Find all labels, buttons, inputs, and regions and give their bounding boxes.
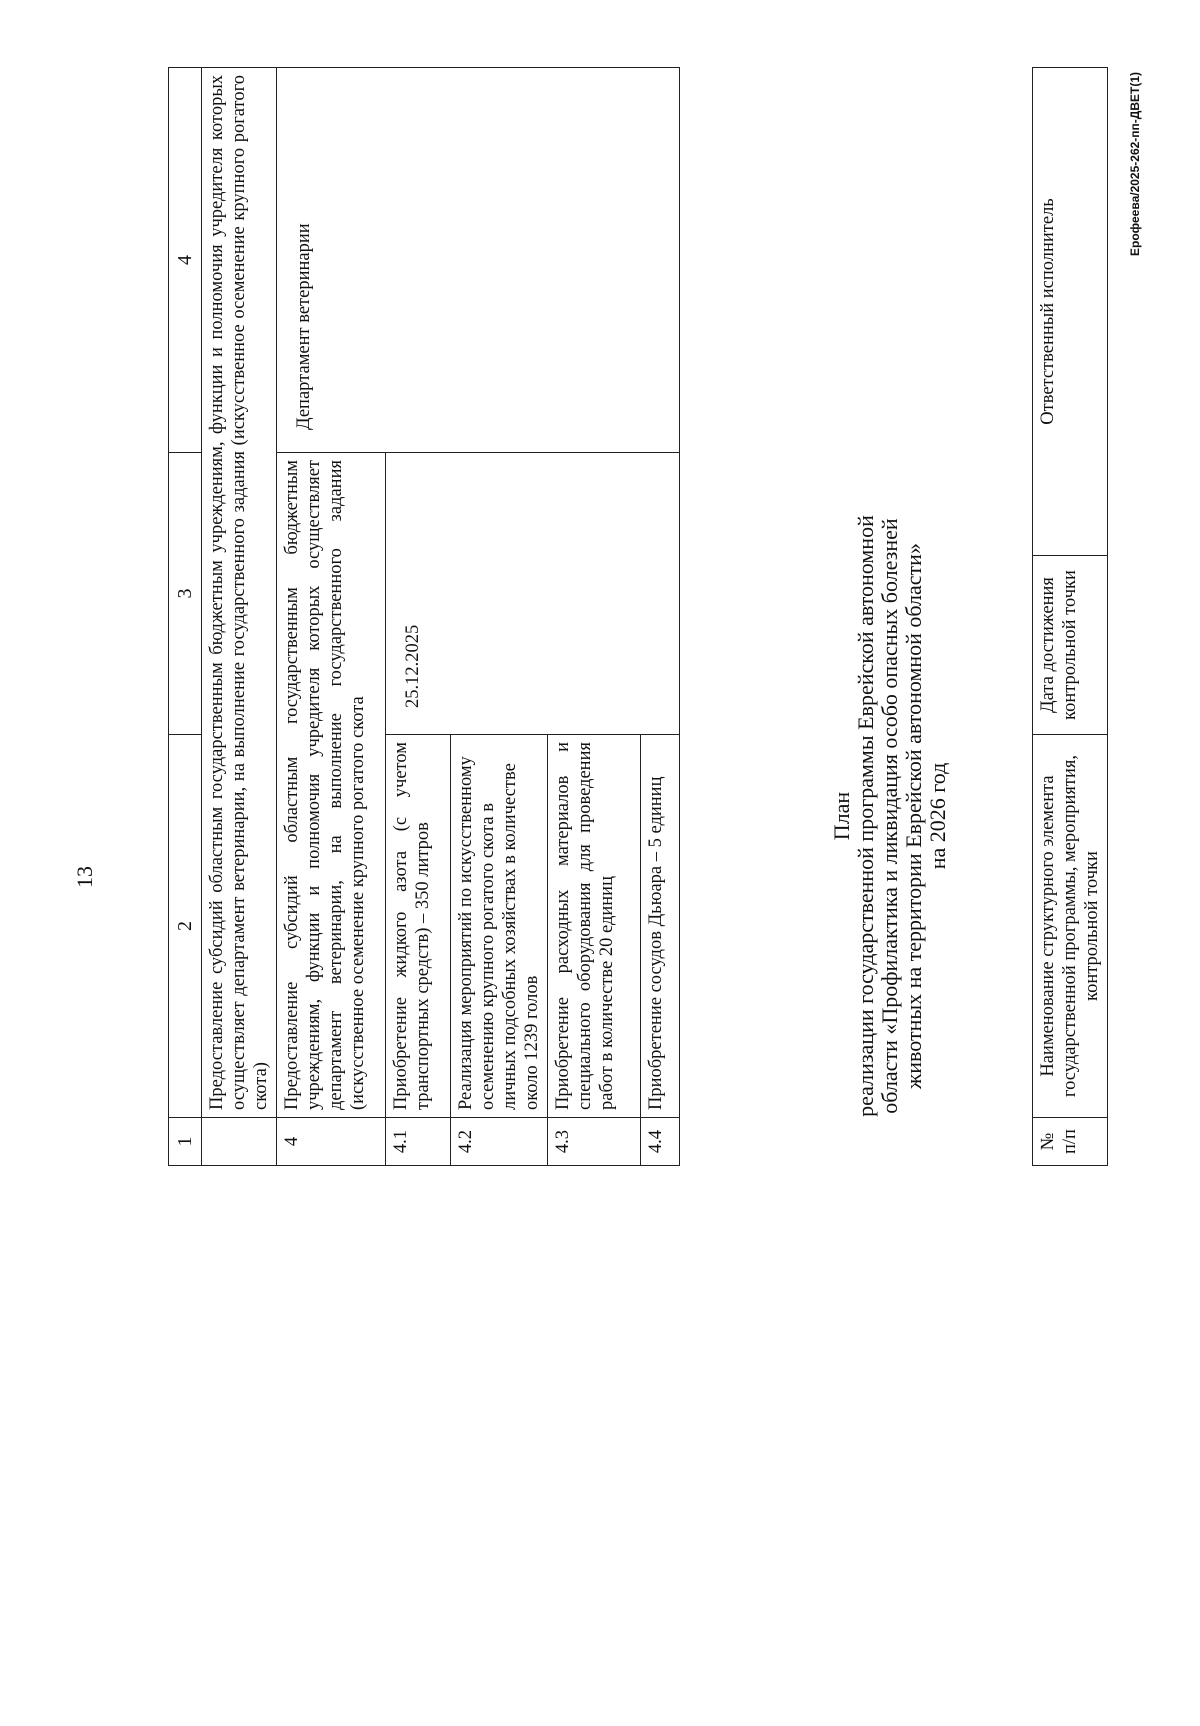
column-header-number: № п/п bbox=[1033, 1118, 1108, 1166]
table-row bbox=[202, 68, 277, 1166]
table-header-row bbox=[169, 68, 202, 1166]
row-description: Реализация мероприятий по искусственному осеменению крупного рогатого скота в личных подсобных хозяйствах в количестве около 1239 голов bbox=[451, 735, 548, 1118]
plan-subtitle-line: реализации государственной программы Еврейской автономной bbox=[853, 515, 878, 1117]
column-header-date: Дата достижения контрольной точки bbox=[1033, 556, 1108, 735]
table-header-row bbox=[1033, 68, 1108, 1166]
plan-subtitle-line: области «Профилактика и ликвидация особо опасных болезней bbox=[877, 518, 902, 1114]
column-header-name: Наименование структурного элемента государственной программы, мероприятия, контрольной точки bbox=[1033, 735, 1108, 1118]
row-number: 4 bbox=[277, 1118, 386, 1166]
row-number: 4.2 bbox=[451, 1118, 548, 1166]
plan-title: План bbox=[829, 791, 854, 841]
table-row bbox=[277, 68, 386, 1166]
plan-subtitle-line: животных на территории Еврейской автономной области» bbox=[901, 543, 926, 1089]
row-description: Приобретение жидкого азота (с учетом транспортных средств) – 350 литров bbox=[386, 735, 451, 1118]
column-header-4: 4 bbox=[169, 68, 202, 453]
document-pass-code: Ерофеева/2025-262-пп-ДВЕТ(1) bbox=[1128, 72, 1142, 256]
plan-header-table bbox=[1032, 67, 1108, 1166]
row-number: 4.4 bbox=[641, 1118, 680, 1166]
row-number: 4.1 bbox=[386, 1118, 451, 1166]
column-header-3: 3 bbox=[169, 453, 202, 735]
section-description: Предоставление субсидий областным государственным бюджетным учреждениям, функции и полномочия учредителя которых осуществляет департамент ветеринарии, на выполнение государственного задания (искусственное осеменение крупного рогатого скота bbox=[277, 453, 386, 1118]
plan-heading bbox=[830, 406, 950, 1226]
plan-items-table bbox=[168, 67, 680, 1166]
row-number: 4.3 bbox=[548, 1118, 641, 1166]
column-header-executor: Ответственный исполнитель bbox=[1033, 68, 1108, 556]
responsible-executor: Департамент ветеринарии bbox=[277, 68, 680, 453]
control-date: 25.12.2025 bbox=[386, 453, 680, 735]
column-header-2: 2 bbox=[169, 735, 202, 1118]
column-header-1: 1 bbox=[169, 1118, 202, 1166]
plan-year: на 2026 год bbox=[925, 762, 950, 870]
page-number: 13 bbox=[72, 866, 97, 888]
row-description: Приобретение расходных материалов и специального оборудования для проведения работ в количестве 20 единиц bbox=[548, 735, 641, 1118]
row-description: Приобретение сосудов Дьюара – 5 единиц bbox=[641, 735, 680, 1118]
merged-row-text: Предоставление субсидий областным государственным бюджетным учреждениям, функции и полномочия учредителя которых осуществляет департамент ветеринарии, на выполнение государственного задания (искусственное осеменение крупного рогатого скота) bbox=[202, 68, 277, 1118]
